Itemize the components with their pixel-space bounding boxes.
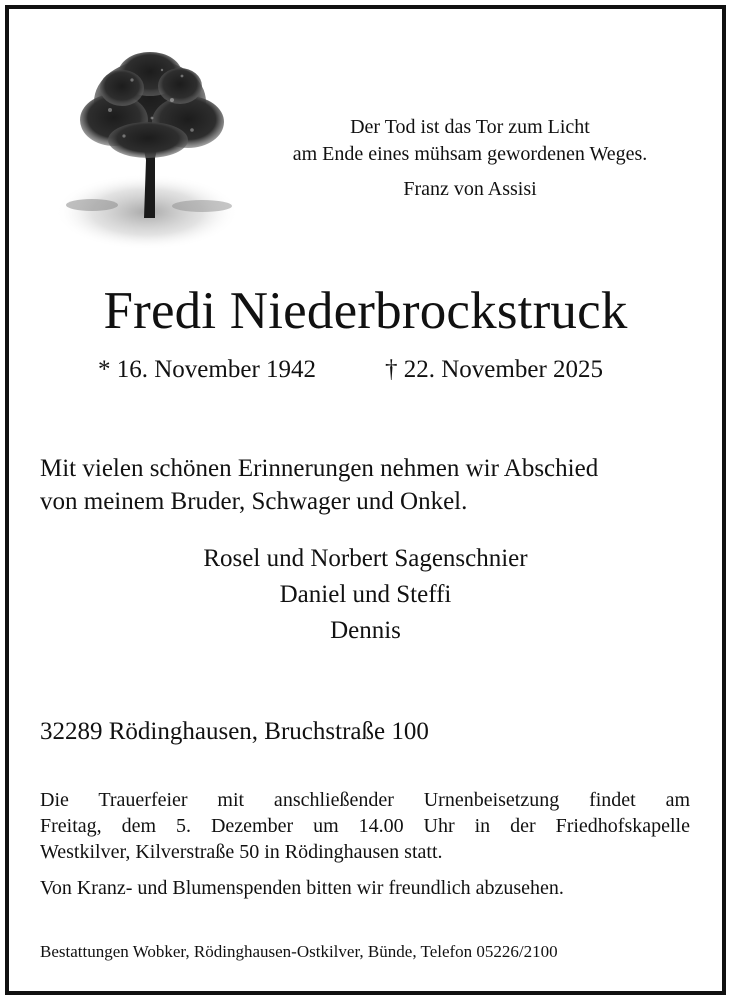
- quote-author: Franz von Assisi: [403, 178, 537, 200]
- funeral-line: Westkilver, Kilverstraße 50 in Rödinghausen statt.: [40, 841, 443, 863]
- quote-line: Der Tod ist das Tor zum Licht: [350, 116, 590, 138]
- message-line: von meinem Bruder, Schwager und Onkel.: [40, 488, 468, 515]
- quote-block: [245, 114, 695, 203]
- undertaker-info: Bestattungen Wobker, Rödinghausen-Ostkilver, Bünde, Telefon 05226/2100: [40, 942, 558, 961]
- funeral-line: Freitag, dem 5. Dezember um 14.00 Uhr in der Friedhofskapelle: [40, 815, 690, 837]
- quote-line: am Ende eines mühsam gewordenen Weges.: [292, 143, 648, 165]
- funeral-line: Die Trauerfeier mit anschließender Urnenbeisetzung findet am: [40, 789, 690, 811]
- message-line: Mit vielen schönen Erinnerungen nehmen wir Abschied: [40, 455, 599, 482]
- deceased-name: Fredi Niederbrockstruck: [103, 282, 628, 340]
- tree-icon: [52, 40, 242, 260]
- mourner-name: Dennis: [330, 617, 401, 644]
- mourner-name: Daniel und Steffi: [279, 581, 452, 608]
- birth-date: * 16. November 1942: [98, 356, 317, 383]
- mourner-name: Rosel und Norbert Sagenschnier: [203, 545, 528, 572]
- death-date: † 22. November 2025: [385, 356, 604, 383]
- donations-notice: Von Kranz- und Blumenspenden bitten wir freundlich abzusehen.: [40, 877, 564, 899]
- farewell-message: [40, 452, 700, 518]
- family-address: 32289 Rödinghausen, Bruchstraße 100: [40, 718, 429, 745]
- mourners-list: [0, 541, 731, 649]
- funeral-notice: [40, 787, 690, 865]
